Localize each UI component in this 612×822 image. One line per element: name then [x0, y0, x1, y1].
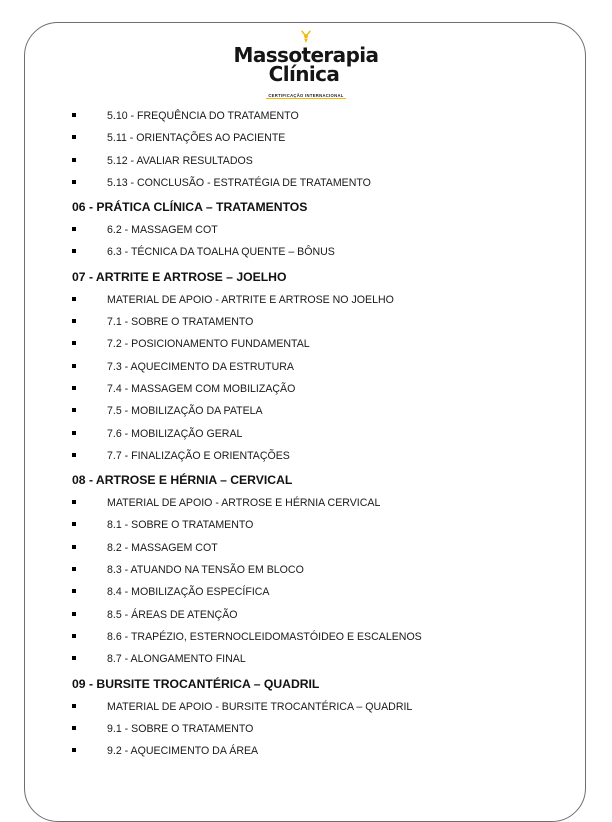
toc-item-label: 7.7 - FINALIZAÇÃO E ORIENTAÇÕES [107, 449, 290, 462]
toc-item-label: MATERIAL DE APOIO - ARTROSE E HÉRNIA CERVICAL [107, 497, 381, 510]
toc-item-label: 8.2 - MASSAGEM COT [107, 541, 218, 554]
bullet-icon [72, 634, 76, 638]
toc-item [72, 356, 572, 378]
bullet-icon [72, 386, 76, 390]
bullet-icon [72, 297, 76, 301]
toc-item [72, 105, 572, 127]
bullet-icon [72, 522, 76, 526]
toc-item-label: 8.1 - SOBRE O TRATAMENTO [107, 519, 254, 532]
toc-item [72, 604, 572, 626]
bullet-icon [72, 113, 76, 117]
toc-item [72, 492, 572, 514]
section-heading [72, 671, 572, 696]
toc-item-label: MATERIAL DE APOIO - BURSITE TROCANTÉRICA – QUADRIL [107, 700, 413, 713]
brand-title-line1: Massoterapia [233, 43, 379, 67]
toc-item [72, 400, 572, 422]
toc-item [72, 289, 572, 311]
section-heading-label: 09 - BURSITE TROCANTÉRICA – QUADRIL [72, 676, 320, 691]
bullet-icon [72, 180, 76, 184]
toc-item [72, 423, 572, 445]
bullet-icon [72, 567, 76, 571]
bullet-icon [72, 704, 76, 708]
toc-item [72, 172, 572, 194]
brand-tagline: CERTIFICAÇÃO INTERNACIONAL [268, 93, 344, 98]
bullet-icon [72, 500, 76, 504]
toc-item-label: 5.10 - FREQUÊNCIA DO TRATAMENTO [107, 110, 299, 122]
toc-item-label: 8.7 - ALONGAMENTO FINAL [107, 653, 246, 666]
toc-item-label: 5.11 - ORIENTAÇÕES AO PACIENTE [107, 132, 286, 145]
bullet-icon [72, 726, 76, 730]
toc-item-label: 7.1 - SOBRE O TRATAMENTO [107, 316, 254, 329]
bullet-icon [72, 341, 76, 345]
section-heading [72, 467, 572, 492]
toc-item [72, 581, 572, 603]
bullet-icon [72, 589, 76, 593]
toc-item [72, 537, 572, 559]
toc-item-label: 6.3 - TÉCNICA DA TOALHA QUENTE – BÔNUS [107, 246, 335, 259]
toc-item-label: 8.5 - ÁREAS DE ATENÇÃO [107, 608, 238, 621]
bullet-icon [72, 612, 76, 616]
toc-item [72, 514, 572, 536]
toc-item-label: MATERIAL DE APOIO - ARTRITE E ARTROSE NO JOELHO [107, 293, 394, 306]
toc-item-label: 7.6 - MOBILIZAÇÃO GERAL [107, 427, 243, 440]
bullet-icon [72, 364, 76, 368]
toc-item [72, 740, 572, 762]
toc-item [72, 150, 572, 172]
toc-item [72, 648, 572, 670]
toc-item [72, 378, 572, 400]
bullet-icon [72, 249, 76, 253]
toc-item-label: 5.12 - AVALIAR RESULTADOS [107, 154, 253, 167]
toc-item [72, 311, 572, 333]
toc-item [72, 559, 572, 581]
bullet-icon [72, 158, 76, 162]
section-heading [72, 264, 572, 289]
toc-item [72, 445, 572, 467]
bullet-icon [72, 319, 76, 323]
toc-item-label: 7.4 - MASSAGEM COM MOBILIZAÇÃO [107, 382, 296, 395]
section-heading-label: 06 - PRÁTICA CLÍNICA – TRATAMENTOS [72, 200, 308, 215]
section-heading [72, 194, 572, 219]
toc-item-label: 7.2 - POSICIONAMENTO FUNDAMENTAL [107, 338, 310, 351]
bullet-icon [72, 135, 76, 139]
table-of-contents [72, 105, 572, 762]
section-heading-label: 08 - ARTROSE E HÉRNIA – CERVICAL [72, 473, 293, 488]
toc-item [72, 718, 572, 740]
toc-item-label: 7.3 - AQUECIMENTO DA ESTRUTURA [107, 360, 294, 373]
toc-item-label: 8.4 - MOBILIZAÇÃO ESPECÍFICA [107, 586, 270, 599]
toc-item [72, 333, 572, 355]
figure-icon [299, 30, 313, 44]
brand-title-line2: Clínica [268, 62, 340, 86]
bullet-icon [72, 408, 76, 412]
toc-item-label: 9.2 - AQUECIMENTO DA ÁREA [107, 745, 259, 758]
toc-item-label: 6.2 - MASSAGEM COT [107, 224, 218, 237]
toc-item [72, 219, 572, 241]
bullet-icon [72, 431, 76, 435]
toc-item [72, 241, 572, 263]
bullet-icon [72, 656, 76, 660]
toc-item-label: 8.3 - ATUANDO NA TENSÃO EM BLOCO [107, 564, 304, 577]
toc-item [72, 626, 572, 648]
toc-item [72, 127, 572, 149]
toc-item [72, 696, 572, 718]
toc-item-label: 5.13 - CONCLUSÃO - ESTRATÉGIA DE TRATAMENTO [107, 176, 371, 189]
section-heading-label: 07 - ARTRITE E ARTROSE – JOELHO [72, 269, 287, 284]
bullet-icon [72, 545, 76, 549]
bullet-icon [72, 453, 76, 457]
brand-logo [0, 30, 612, 102]
bullet-icon [72, 227, 76, 231]
bullet-icon [72, 748, 76, 752]
toc-item-label: 9.1 - SOBRE O TRATAMENTO [107, 722, 254, 735]
toc-item-label: 8.6 - TRAPÉZIO, ESTERNOCLEIDOMASTÓIDEO E ESCALENOS [107, 630, 422, 643]
toc-item-label: 7.5 - MOBILIZAÇÃO DA PATELA [107, 405, 263, 418]
